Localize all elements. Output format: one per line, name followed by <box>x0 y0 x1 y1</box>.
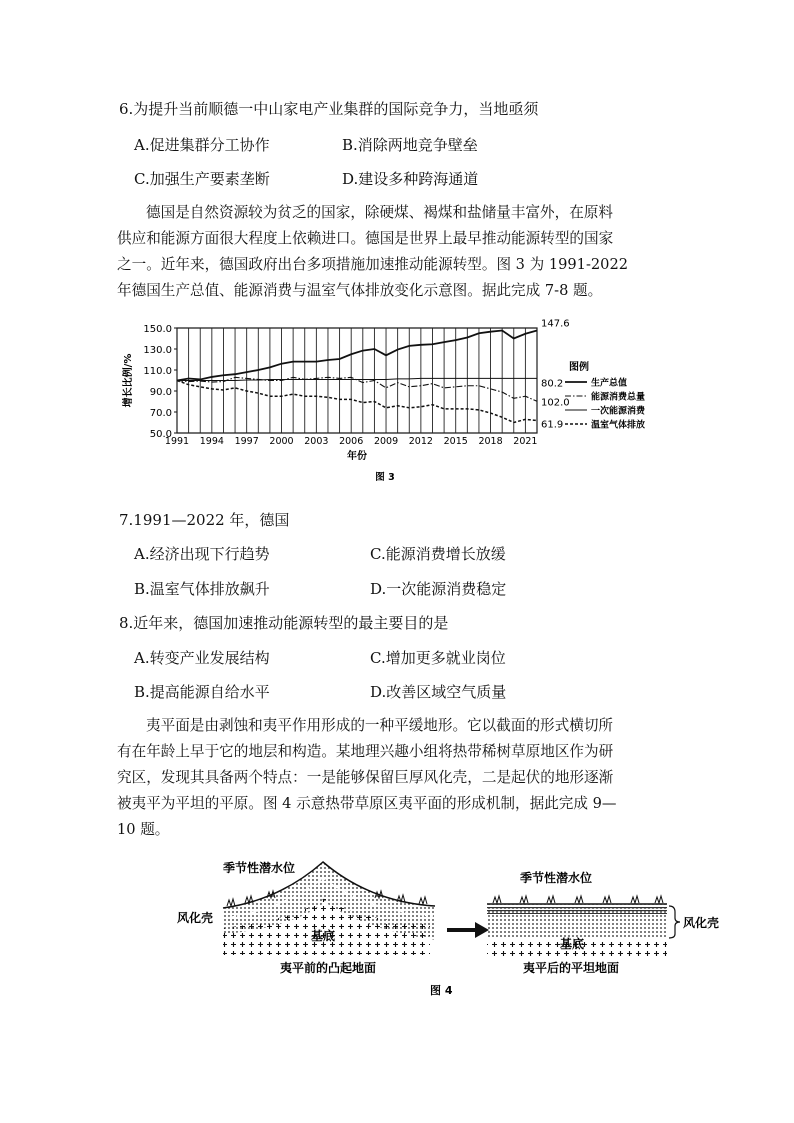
passage-line: 夷平面是由剥蚀和夷平作用形成的一种平缓地形。它以截面的形式横切所 <box>146 717 614 734</box>
right-caption: 夷平后的平坦地面 <box>523 961 620 975</box>
x-tick-label: 2003 <box>304 436 329 447</box>
series-end-label: 147.6 <box>541 318 570 330</box>
x-tick-label: 1994 <box>199 436 224 447</box>
x-tick-label: 2015 <box>443 436 468 447</box>
q6-option-d[interactable]: D.建设多种跨海通道 <box>342 170 479 188</box>
q8-option-a[interactable]: A.转变产业发展结构 <box>134 649 270 667</box>
left-water-label: 季节性潜水位 <box>223 861 296 875</box>
series-end-label: 61.9 <box>541 419 564 431</box>
x-tick-label: 2000 <box>269 436 294 447</box>
legend-label: 能源消费总量 <box>591 392 646 403</box>
arrow-icon <box>447 922 489 938</box>
planation-diagram <box>175 850 720 1000</box>
left-bedrock-label: 基底 <box>311 929 336 943</box>
right-grass <box>493 896 663 903</box>
legend-label: 生产总值 <box>591 378 628 389</box>
figure-3-caption: 图 3 <box>375 472 395 483</box>
q7-option-b[interactable]: B.温室气体排放飙升 <box>134 580 270 598</box>
q8-option-b[interactable]: B.提高能源自给水平 <box>134 683 270 701</box>
left-weathering-label: 风化壳 <box>177 911 214 925</box>
q8-stem: 8.近年来，德国加速推动能源转型的最主要目的是 <box>119 614 449 632</box>
x-tick-label: 2012 <box>408 436 433 447</box>
legend-label: 一次能源消费 <box>591 406 646 417</box>
passage-line: 德国是自然资源较为贫乏的国家，除硬煤、褐煤和盐储量丰富外，在原料 <box>146 204 614 221</box>
right-stripe-band <box>487 906 667 914</box>
right-weathering-label: 风化壳 <box>683 916 720 930</box>
figure-4 <box>175 850 720 1000</box>
left-caption: 夷平前的凸起地面 <box>280 961 377 975</box>
q7-option-d[interactable]: D.一次能源消费稳定 <box>370 580 507 598</box>
y-tick-label: 110.0 <box>143 366 172 377</box>
series-end-label: 80.2 <box>541 378 564 390</box>
right-water-label: 季节性潜水位 <box>520 871 593 885</box>
q6-option-a[interactable]: A.促进集群分工协作 <box>134 136 270 154</box>
q7-option-a[interactable]: A.经济出现下行趋势 <box>134 545 270 563</box>
series-end-label: 102.0 <box>541 397 570 409</box>
q6-stem: 6.为提升当前顺德一中山家电产业集群的国际竞争力，当地亟须 <box>119 100 539 118</box>
legend-title: 图例 <box>569 362 589 373</box>
x-tick-label: 2009 <box>373 436 399 447</box>
passage-line: 被夷平为平坦的平原。图 4 示意热带草原区夷平面的形成机制，据此完成 9— <box>117 795 617 812</box>
right-panel <box>487 870 719 975</box>
y-tick-label: 90.0 <box>149 387 172 398</box>
x-axis-title: 年份 <box>347 451 367 462</box>
passage-line: 供应和能源方面很大程度上依赖进口。德国是世界上最早推动能源转型的国家 <box>117 230 614 247</box>
passage-planation <box>117 713 677 843</box>
line-chart <box>117 312 647 490</box>
x-tick-label: 2006 <box>339 436 364 447</box>
right-bedrock-label: 基底 <box>560 937 585 951</box>
q7-option-c[interactable]: C.能源消费增长放缓 <box>370 545 506 563</box>
passage-line: 10 题。 <box>117 821 170 838</box>
q6-option-c[interactable]: C.加强生产要素垄断 <box>134 170 270 188</box>
q8-option-c[interactable]: C.增加更多就业岗位 <box>370 649 506 667</box>
figure-3 <box>117 312 647 490</box>
left-panel <box>177 860 435 975</box>
passage-line: 之一。近年来，德国政府出台多项措施加速推动能源转型。图 3 为 1991-2022 <box>117 256 629 273</box>
passage-line: 有在年龄上早于它的地层和构造。某地理兴趣小组将热带稀树草原地区作为研 <box>117 743 614 760</box>
y-tick-label: 150.0 <box>143 324 172 335</box>
y-tick-label: 50.0 <box>149 429 172 440</box>
y-tick-label: 130.0 <box>143 345 172 356</box>
x-tick-label: 1991 <box>164 436 190 447</box>
x-tick-label: 1997 <box>234 436 259 447</box>
x-tick-label: 2021 <box>513 436 538 447</box>
y-tick-label: 70.0 <box>149 408 172 419</box>
passage-line: 究区，发现其具备两个特点：一是能够保留巨厚风化壳，二是起伏的地形逐渐 <box>117 769 614 786</box>
series-line-1 <box>177 331 537 381</box>
q7-stem: 7.1991—2022 年，德国 <box>119 511 290 529</box>
q8-option-d[interactable]: D.改善区域空气质量 <box>370 683 507 701</box>
x-tick-label: 2018 <box>478 436 503 447</box>
y-axis-title: 增长比例/% <box>123 353 134 408</box>
figure-4-caption: 图 4 <box>430 984 453 997</box>
legend-label: 温室气体排放 <box>591 420 646 431</box>
passage-germany <box>117 200 677 304</box>
q6-option-b[interactable]: B.消除两地竞争壁垒 <box>342 136 478 154</box>
passage-line: 年德国生产总值、能源消费与温室气体排放变化示意图。据此完成 7-8 题。 <box>117 282 603 299</box>
right-brace <box>669 906 680 938</box>
